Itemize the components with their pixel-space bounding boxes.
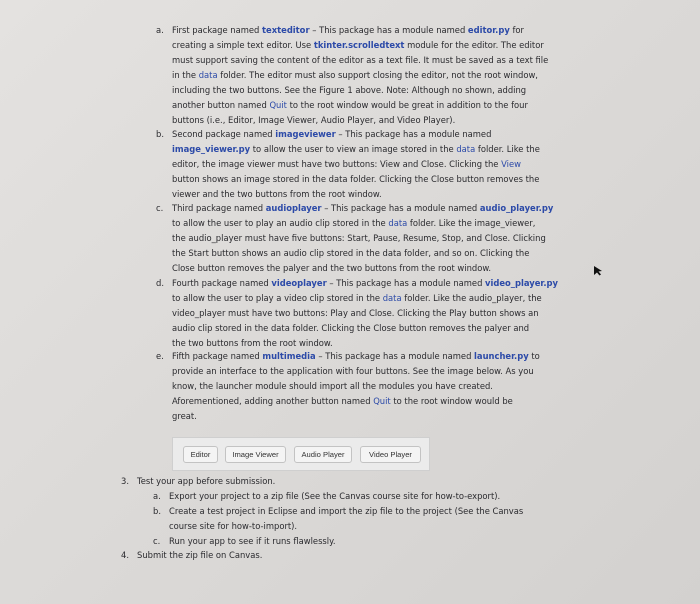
step-3-sub-c-line: Run your app to see if it runs flawlessly.: [169, 536, 336, 546]
step-3-sub-a: [153, 489, 501, 504]
launcher-figure: [172, 437, 430, 471]
item-d-line: to allow the user to play a video clip stored in the data folder. Like the audio_player, the: [172, 293, 542, 303]
item-e-line: Fifth package named multimedia – This package has a module named launcher.py to: [172, 351, 540, 361]
item-e-marker: e.: [156, 351, 164, 361]
step-3-sub-c: [153, 534, 336, 549]
step-3-marker: 3.: [121, 476, 129, 486]
mouse-cursor-icon: [594, 266, 604, 276]
item-d-line: the two buttons from the root window.: [172, 338, 333, 348]
audio-player-button[interactable]: Audio Player: [294, 446, 352, 463]
item-a-line: including the two buttons. See the Figure 1 above. Note: Although no shown, adding: [172, 85, 527, 95]
item-e-line: Aforementioned, adding another button named Quit to the root window would be: [172, 396, 513, 406]
step-3-sub-c-marker: c.: [153, 536, 161, 546]
item-c-line: Close button removes the palyer and the two buttons from the root window.: [172, 263, 492, 273]
step-3-sub-a-marker: a.: [153, 491, 161, 501]
item-b-line: viewer and the two buttons from the root window.: [172, 189, 382, 199]
item-e-multimedia: [156, 349, 540, 424]
item-a-line: another button named Quit to the root window would be great in addition to the four: [172, 100, 528, 110]
step-3-sub-b-line: course site for how-to-import).: [169, 521, 298, 531]
item-d-videoplayer: [156, 276, 558, 351]
step-3-sub-b-marker: b.: [153, 506, 161, 516]
item-b-line: editor, the image viewer must have two buttons: View and Close. Clicking the View: [172, 159, 521, 169]
step-4-marker: 4.: [121, 550, 129, 560]
image-viewer-button[interactable]: Image Viewer: [225, 446, 286, 463]
item-a-texteditor: [156, 23, 549, 128]
item-e-line: great.: [172, 411, 197, 421]
step-3-text: Test your app before submission.: [137, 476, 276, 486]
item-c-line: to allow the user to play an audio clip stored in the data folder. Like the image_viewer,: [172, 218, 536, 228]
item-c-marker: c.: [156, 203, 164, 213]
video-player-button[interactable]: Video Player: [360, 446, 421, 463]
item-d-line: audio clip stored in the data folder. Clicking the Close button removes the palyer and: [172, 323, 530, 333]
item-b-line: button shows an image stored in the data folder. Clicking the Close button removes the: [172, 174, 540, 184]
item-a-line: buttons (i.e., Editor, Image Viewer, Audio Player, and Video Player).: [172, 115, 456, 125]
step-4: [121, 548, 263, 563]
item-e-line: know, the launcher module should import all the modules you have created.: [172, 381, 493, 391]
item-b-marker: b.: [156, 129, 164, 139]
item-a-line: in the data folder. The editor must also support closing the editor, not the root window,: [172, 70, 538, 80]
item-a-line: must support saving the content of the editor as a text file. It must be saved as a text file: [172, 55, 549, 65]
item-b-imageviewer: [156, 127, 540, 202]
item-a-marker: a.: [156, 25, 164, 35]
item-d-line: video_player must have two buttons: Play and Close. Clicking the Play button shows an: [172, 308, 539, 318]
item-c-line: Third package named audioplayer – This package has a module named audio_player.py: [172, 203, 554, 213]
item-d-line: Fourth package named videoplayer – This package has a module named video_player.py: [172, 278, 558, 288]
step-3-sub-b-line: Create a test project in Eclipse and import the zip file to the project (See the Canvas: [169, 506, 524, 516]
item-b-line: image_viewer.py to allow the user to view an image stored in the data folder. Like the: [172, 144, 540, 154]
item-c-audioplayer: [156, 201, 554, 276]
item-d-marker: d.: [156, 278, 164, 288]
item-c-line: the audio_player must have five buttons: Start, Pause, Resume, Stop, and Close. Clicking: [172, 233, 546, 243]
step-4-text: Submit the zip file on Canvas.: [137, 550, 263, 560]
item-c-line: the Start button shows an audio clip stored in the data folder, and so on. Clicking the: [172, 248, 530, 258]
item-e-line: provide an interface to the application with four buttons. See the image below. As you: [172, 366, 534, 376]
item-b-line: Second package named imageviewer – This package has a module named: [172, 129, 492, 139]
step-3-sub-a-line: Export your project to a zip file (See the Canvas course site for how-to-export).: [169, 491, 501, 501]
editor-button[interactable]: Editor: [183, 446, 218, 463]
step-3-sub-b: [153, 504, 524, 534]
item-a-line: First package named texteditor – This package has a module named editor.py for: [172, 25, 524, 35]
step-3: [121, 474, 276, 489]
item-a-line: creating a simple text editor. Use tkinter.scrolledtext module for the editor. The editor: [172, 40, 544, 50]
